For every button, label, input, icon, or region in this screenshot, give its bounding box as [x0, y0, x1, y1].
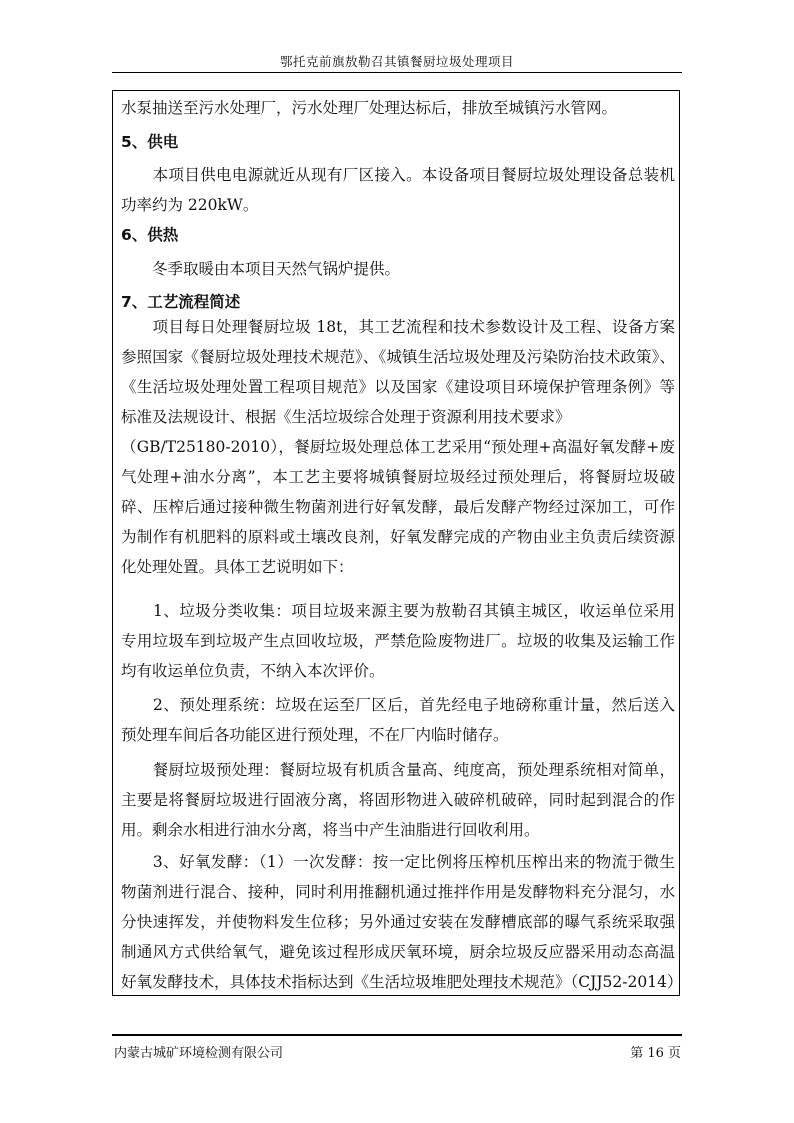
paragraph: [121, 690, 675, 750]
text-line: 用。剩余水相进行油水分离，将当中产生油脂进行回收利用。: [121, 821, 540, 839]
paragraph: [121, 596, 675, 686]
text-line: 3、好氧发酵：（1）一次发酵：按一定比例将压榨机压榨出来的物流于微生: [121, 853, 675, 871]
section-heading-heating: 6、供热: [121, 226, 179, 244]
text-line: 项目每日处理餐厨垃圾 18t，其工艺流程和技术参数设计及工程、设备方案: [121, 318, 675, 336]
text-line: 气处理+油水分离”，本工艺主要将城镇餐厨垃圾经过预处理后，将餐厨垃圾破: [121, 468, 675, 486]
text-line: 化处理处置。具体工艺说明如下：: [121, 558, 354, 576]
text-line: 标准及法规设计、根据《生活垃圾综合处理于资源利用技术要求》: [121, 408, 571, 426]
text-line: 水泵抽送至污水处理厂，污水处理厂处理达标后，排放至城镇污水管网。: [121, 99, 618, 117]
paragraph: [121, 160, 675, 220]
text-line: 功率约为 220kW。: [121, 196, 259, 214]
text-line: 好氧发酵技术，具体技术指标达到《生活垃圾堆肥处理技术规范》（CJJ52-2014）: [121, 973, 683, 991]
paragraph: [121, 847, 683, 997]
page-number: 第 16 页: [630, 1046, 681, 1061]
header-rule: [112, 72, 682, 73]
text-line: 碎、压榨后通过接种微生物菌剂进行好氧发酵，最后发酵产物经过深加工，可作: [121, 498, 675, 516]
text-line: 餐厨垃圾预处理：餐厨垃圾有机质含量高、纯度高，预处理系统相对简单，: [121, 761, 675, 779]
footer-company: 内蒙古城矿环境检测有限公司: [114, 1046, 284, 1061]
footer-rule: [112, 1034, 682, 1036]
paragraph: [121, 755, 675, 845]
text-line: 本项目供电电源就近从现有厂区接入。本设备项目餐厨垃圾处理设备总装机: [121, 166, 675, 184]
paragraph: [121, 254, 675, 284]
text-line: 冬季取暖由本项目天然气锅炉提供。: [121, 260, 401, 278]
text-line: 1、垃圾分类收集：项目垃圾来源主要为敖勒召其镇主城区，收运单位采用: [121, 602, 675, 620]
text-line: 为制作有机肥料的原料或土壤改良剂，好氧发酵完成的产物由业主负责后续资源: [121, 528, 675, 546]
text-line: 参照国家《餐厨垃圾处理技术规范》、《城镇生活垃圾处理及污染防治技术政策》、: [121, 348, 675, 366]
section-heading-power: 5、供电: [121, 133, 179, 151]
text-line: （GB/T25180-2010），餐厨垃圾处理总体工艺采用“预处理+高温好氧发酵+废: [121, 438, 675, 456]
text-line: 2、预处理系统：垃圾在运至厂区后，首先经电子地磅称重计量，然后送入: [121, 696, 675, 714]
text-line: 《生活垃圾处理处置工程项目规范》以及国家《建设项目环境保护管理条例》等: [121, 378, 675, 396]
text-line: 均有收运单位负责，不纳入本次评价。: [121, 662, 385, 680]
section-heading-process: 7、工艺流程简述: [121, 293, 241, 311]
text-line: 制通风方式供给氧气，避免该过程形成厌氧环境，厨余垃圾反应器采用动态高温: [121, 943, 675, 961]
text-line: 预处理车间后各功能区进行预处理，不在厂内临时储存。: [121, 726, 509, 744]
paragraph: [121, 93, 675, 123]
text-line: 分快速挥发，并使物料发生位移；另外通过安装在发酵槽底部的曝气系统采取强: [121, 913, 675, 931]
text-line: 物菌剂进行混合、接种，同时利用推翻机通过推拌作用是发酵物料充分混匀，水: [121, 883, 675, 901]
paragraph: [121, 312, 675, 582]
text-line: 主要是将餐厨垃圾进行固液分离，将固形物进入破碎机破碎，同时起到混合的作: [121, 791, 675, 809]
page-header: 鄂托克前旗敖勒召其镇餐厨垃圾处理项目: [279, 54, 514, 69]
text-line: 专用垃圾车到垃圾产生点回收垃圾，严禁危险废物进厂。垃圾的收集及运输工作: [121, 632, 675, 650]
